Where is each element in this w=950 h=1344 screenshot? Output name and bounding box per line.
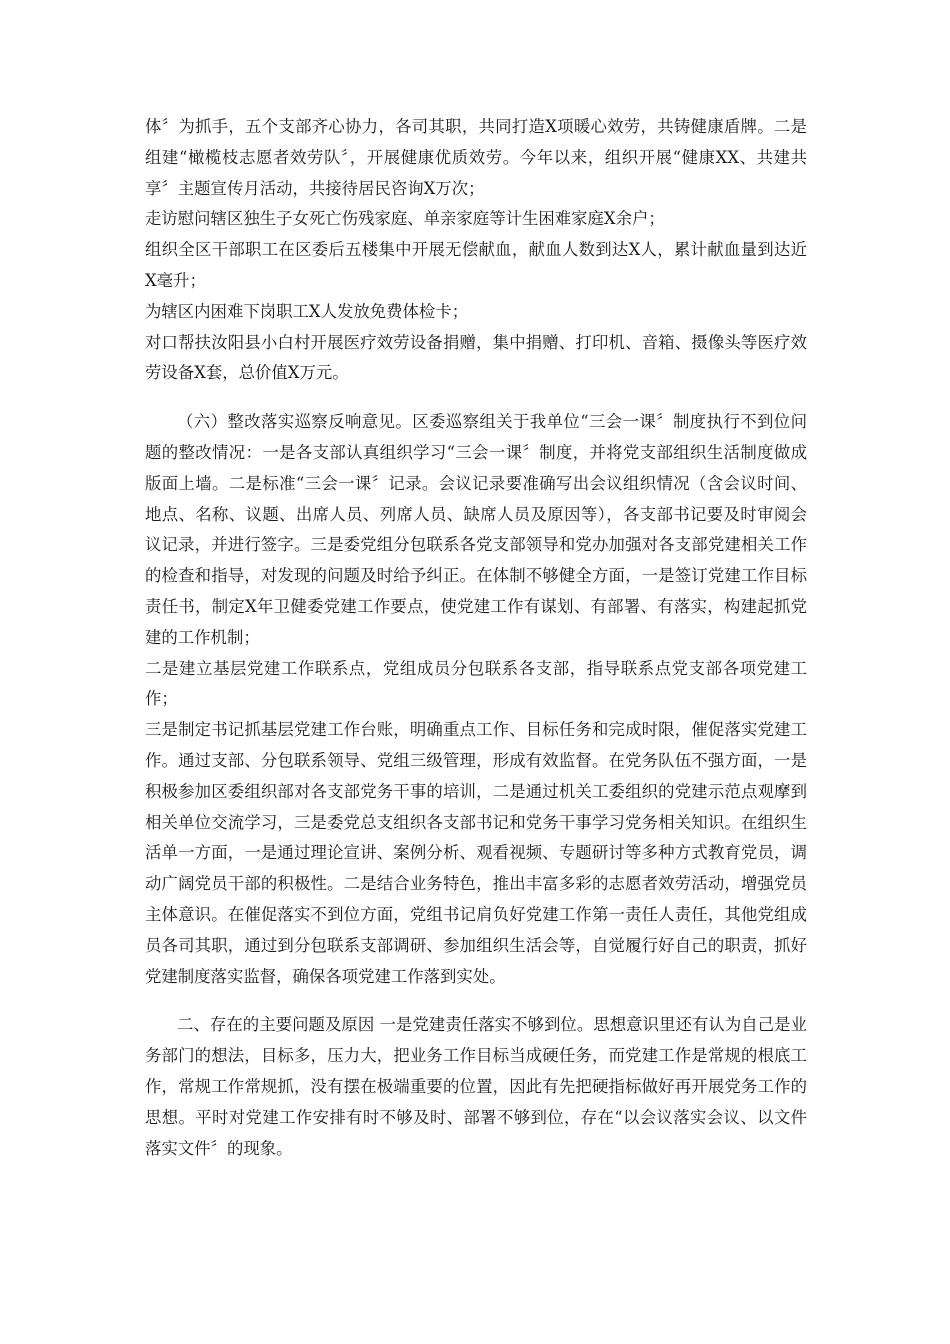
paragraph-health-cards: 为辖区内困难下岗职工X人发放免费体检卡； — [145, 301, 469, 321]
document-body — [145, 112, 807, 1164]
paragraph-main-problems: 二、存在的主要问题及原因 一是党建责任落实不够到位。思想意识里还有认为自己是业务部门的想法，目标多，压力大，把业务工作目标当成硬任务，而党建工作是常规的根底工作，常规工作常规抓，没有摆在极端重要的位置，因此有先把硬指标做好再开展党务工作的思想。平时对党建工作安排有时不够及时、部署不够到位，存在“以会议落实会议、以文件落实文件〞的现象。 — [145, 1015, 807, 1158]
paragraph-contact-points: 二是建立基层党建工作联系点，党组成员分包联系各支部，指导联系点党支部各项党建工作； — [145, 658, 807, 709]
paragraph-service-brand: 体〞为抓手，五个支部齐心协力，各司其职，共同打造X项暖心效劳，共铸健康盾牌。二是组建“橄榄枝志愿者效劳队〞，开展健康优质效劳。今年以来，组织开展“健康XX、共建共享〞主题宣传月活动，共接待居民咨询X万次； — [145, 117, 807, 198]
paragraph-inspection-rectification: （六）整改落实巡察反响意见。区委巡察组关于我单位“三会一课〞制度执行不到位问题的整改情况：一是各支部认真组织学习“三会一课〞制度，并将党支部组织生活制度做成版面上墙。二是标准“三会一课〞记录。会议记录要准确写出会议组织情况（含会议时间、地点、名称、议题、出席人员、列席人员、缺席人员及原因等），各支部书记要及时审阅会议记录，并进行签字。三是委党组分包联系各党支部领导和党办加强对各支部党建相关工作的检查和指导，对发现的问题及时给予纠正。在体制不够健全方面，一是签订党建工作目标责任书，制定X年卫健委党建工作要点，使党建工作有谋划、有部署、有落实，构建起抓党建的工作机制； — [145, 412, 807, 647]
paragraph-blood-donation: 组织全区干部职工在区委后五楼集中开展无偿献血，献血人数到达X人，累计献血量到达近X毫升； — [145, 240, 807, 290]
paragraph-equipment-donation: 对口帮扶汝阳县小白村开展医疗效劳设备捐赠，集中捐赠、打印机、音箱、摄像头等医疗效劳设备X套，总价值X万元。 — [145, 332, 807, 383]
paragraph-party-ledger: 三是制定书记抓基层党建工作台账，明确重点工作、目标任务和完成时限，催促落实党建工作。通过支部、分包联系领导、党组三级管理，形成有效监督。在党务队伍不强方面，一是积极参加区委组织部对各支部党务干事的培训，二是通过机关工委组织的党建示范点观摩到相关单位交流学习，三是委党总支组织各支部书记和党务干事学习党务相关知识。在组织生活单一方面，一是通过理论宣讲、案例分析、观看视频、专题研讨等多种方式教育党员，调动广阔党员干部的积极性。二是结合业务特色，推出丰富多彩的志愿者效劳活动，增强党员主体意识。在催促落实不到位方面，党组书记肩负好党建工作第一责任人责任，其他党组成员各司其职，通过到分包联系支部调研、参加组织生活会等，自觉履行好自己的职责，抓好党建制度落实监督，确保各项党建工作落到实处。 — [145, 720, 807, 986]
paragraph-visit-families: 走访慰问辖区独生子女死亡伤残家庭、单亲家庭等计生困难家庭X余户； — [145, 209, 665, 229]
